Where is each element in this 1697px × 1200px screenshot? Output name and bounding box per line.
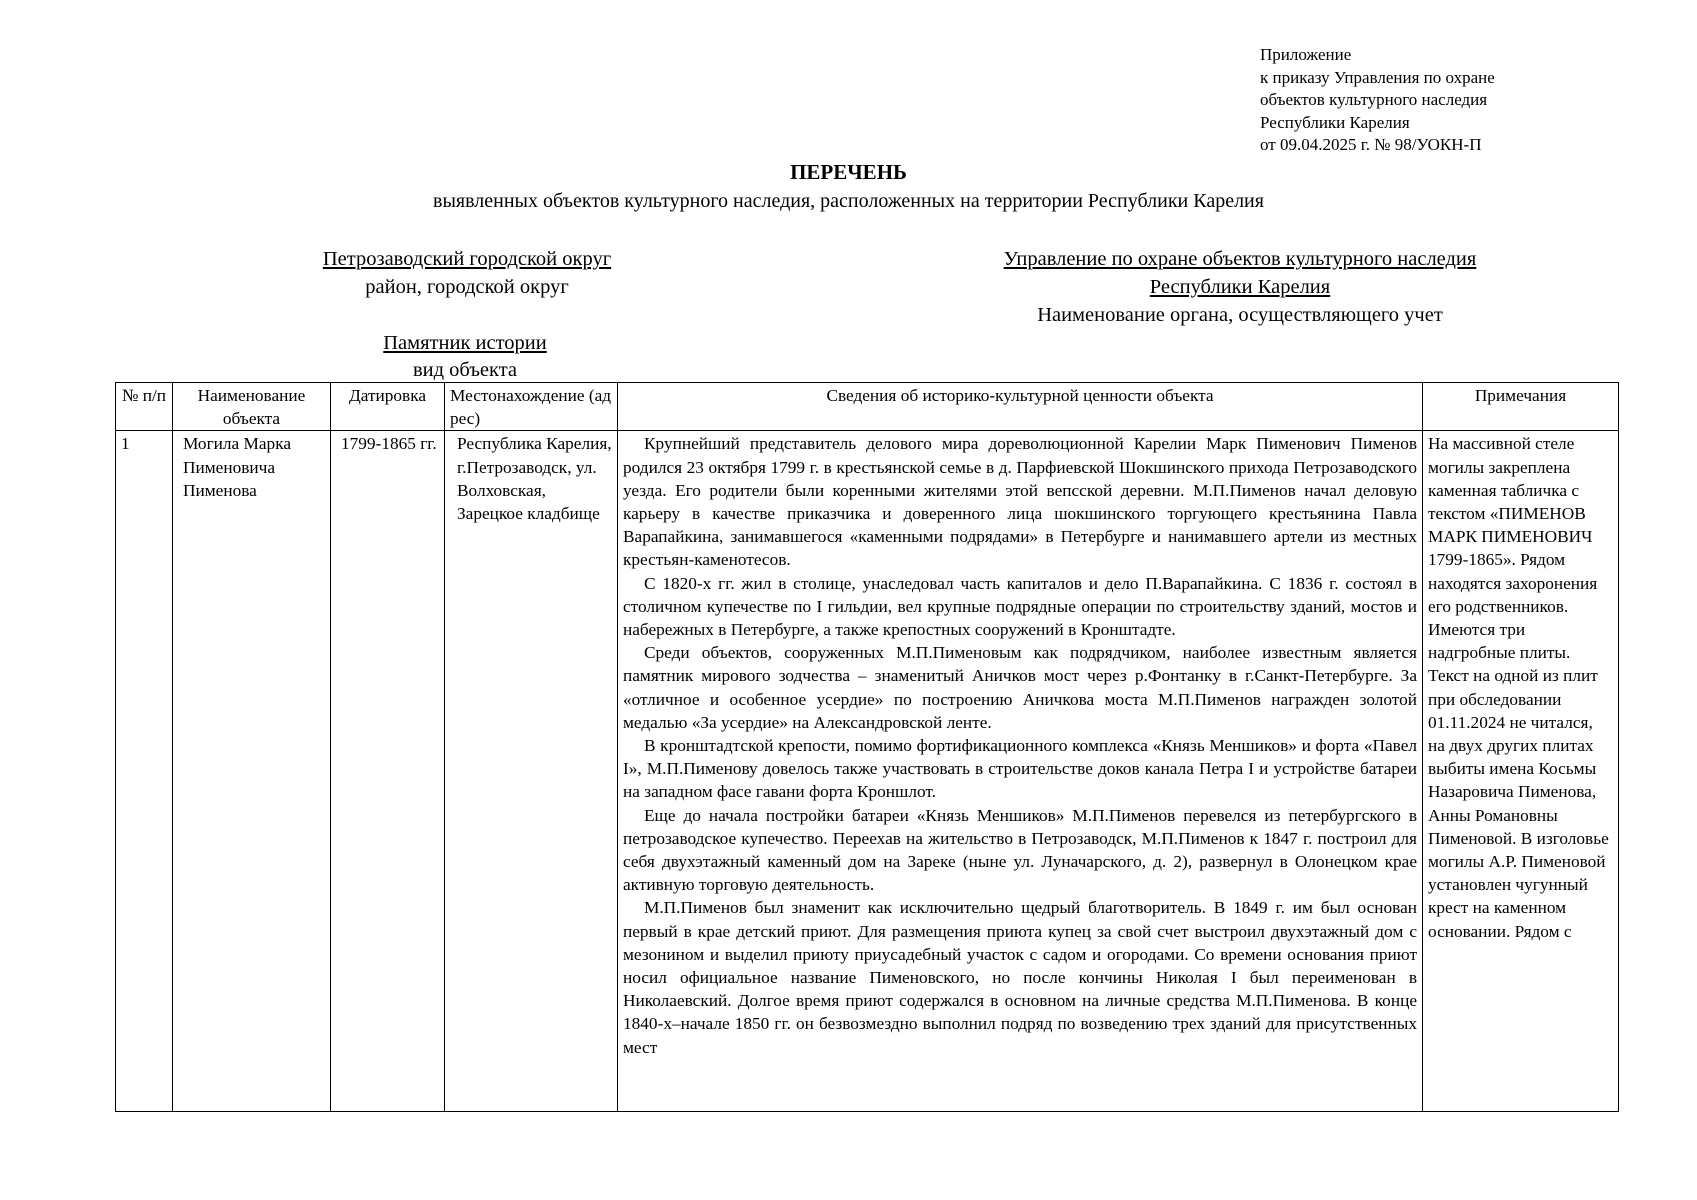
cell-location: Республика Карелия, г.Петрозаводск, ул. Волховская, Зарецкое кладбище: [445, 431, 618, 1112]
notes-text: На массивной стеле могилы закреплена каменная табличка с текстом «ПИМЕНОВ МАРК ПИМЕНОВИЧ 1799-1865». Рядом находятся захоронения его родственников. Имеются три надгробные плиты. Текст на одной из плит при обследовании 01.11.2024 не читался, на двух других плитах выбиты имена Косьмы Назаровича Пименова, Анны Романовны Пименовой. В изголовье могилы А.Р. Пименовой установлен чугунный крест на каменном основании. Рядом с: [1428, 434, 1609, 941]
header-notes: Примечания: [1423, 383, 1619, 431]
district-caption: район, городской округ: [365, 276, 569, 298]
authority-caption: Наименование органа, осуществляющего учет: [1037, 304, 1443, 326]
table-row: [116, 431, 1619, 1112]
info-paragraph: С 1820-х гг. жил в столице, унаследовал часть капиталов и дело П.Варапайкина. С 1836 г. состоял в столичном купечестве по I гильдии, вел крупные подрядные операции по строительству зданий, мостов и набережных в Петербурге, а также крепостных сооружений в Кронштадте.: [623, 573, 1417, 640]
district-block: [232, 245, 702, 301]
object-type-caption: вид объекта: [412, 359, 518, 381]
authority-value-line2: Республики Карелия: [1149, 276, 1331, 298]
district-value: Петрозаводский городской округ: [322, 248, 612, 270]
appendix-header: [1260, 44, 1495, 157]
header-info: Сведения об историко-культурной ценности объекта: [618, 383, 1423, 431]
info-text: [623, 432, 1417, 1111]
info-paragraph: Крупнейший представитель делового мира дореволюционной Карелии Марк Пименович Пименов родился 23 октября 1799 г. в крестьянской семье в д. Парфиевской Шокшинского прихода Петрозаводского уезда. Его родители были коренными жителями этой вепсской деревни. М.П.Пименов начал деловую карьеру в качестве приказчика и доверенного лица шокшинского торгующего крестьянина Павла Варапайкина, занимавшегося «каменными подрядами» в Петербурге и нанимавшего артели из местных крестьян-каменотесов.: [623, 434, 1417, 570]
info-paragraph: В кронштадтской крепости, помимо фортификационного комплекса «Князь Меншиков» и форта «Павел I», М.П.Пименову довелось также участвовать в строительстве доков канала Петра I и устройстве батареи на западном фасе гавани форта Кроншлот.: [623, 736, 1417, 802]
authority-value-line1: Управление по охране объектов культурного наследия: [1003, 248, 1477, 270]
cell-dating: 1799-1865 гг.: [331, 431, 445, 1112]
document-title: ПЕРЕЧЕНЬ: [790, 160, 907, 184]
info-paragraph: Еще до начала постройки батареи «Князь Меншиков» М.П.Пименов перевелся из петербургского в петрозаводское купечество. Переехав на жительство в Петрозаводск, М.П.Пименов к 1847 г. построил для себя двухэтажный каменный дом на Зареке (ныне ул. Луначарского, д. 2), развернул в Олонецком крае активную торговую деятельность.: [623, 805, 1417, 895]
object-type-value: Памятник истории: [383, 332, 547, 354]
info-paragraph: М.П.Пименов был знаменит как исключительно щедрый благотворитель. В 1849 г. им был основан первый в крае детский приют. Для размещения приюта купец за свой счет выстроил двухэтажный дом с мезонином и выделил приюту приусадебный участок с садом и огородами. Со времени основания приют носил официальное название Пименовского, но после кончины Николая I был переименован в Николаевский. Долгое время приют содержался в основном на личные средства М.П.Пименова. В конце 1840-х–начале 1850 гг. он безвозмездно выполнил подряд по возведению трех зданий для присутственных мест: [623, 898, 1417, 1057]
cell-info: [618, 431, 1423, 1112]
header-dating: Датировка: [331, 383, 445, 431]
cell-notes: [1423, 431, 1619, 1112]
header-num: № п/п: [116, 383, 173, 431]
table-header-row: [116, 383, 1619, 431]
header-location: Местонахождение (адрес): [445, 383, 618, 431]
appendix-line: объектов культурного наследия: [1260, 90, 1488, 109]
header-name: Наименование объекта: [173, 383, 331, 431]
appendix-line: Республики Карелия: [1260, 112, 1410, 132]
heritage-objects-table: [115, 382, 1619, 1112]
appendix-line: Приложение: [1260, 45, 1352, 64]
object-type-block: [300, 330, 630, 384]
authority-block: [920, 245, 1560, 329]
appendix-line: к приказу Управления по охране: [1260, 67, 1495, 87]
appendix-line: от 09.04.2025 г. № 98/УОКН-П: [1260, 135, 1482, 154]
cell-num: 1: [116, 431, 173, 1112]
cell-name: Могила Марка Пименовича Пименова: [173, 431, 331, 1112]
info-paragraph: Среди объектов, сооруженных М.П.Пименовым как подрядчиком, наиболее известным является памятник мирового зодчества – знаменитый Аничков мост через р.Фонтанку в г.Санкт-Петербурге. За «отличное и особенное усердие» по построению Аничкова моста М.П.Пименов награжден золотой медалью «За усердие» на Александровской ленте.: [623, 643, 1417, 732]
document-subtitle: выявленных объектов культурного наследия, расположенных на территории Республики Карелия: [433, 190, 1264, 212]
